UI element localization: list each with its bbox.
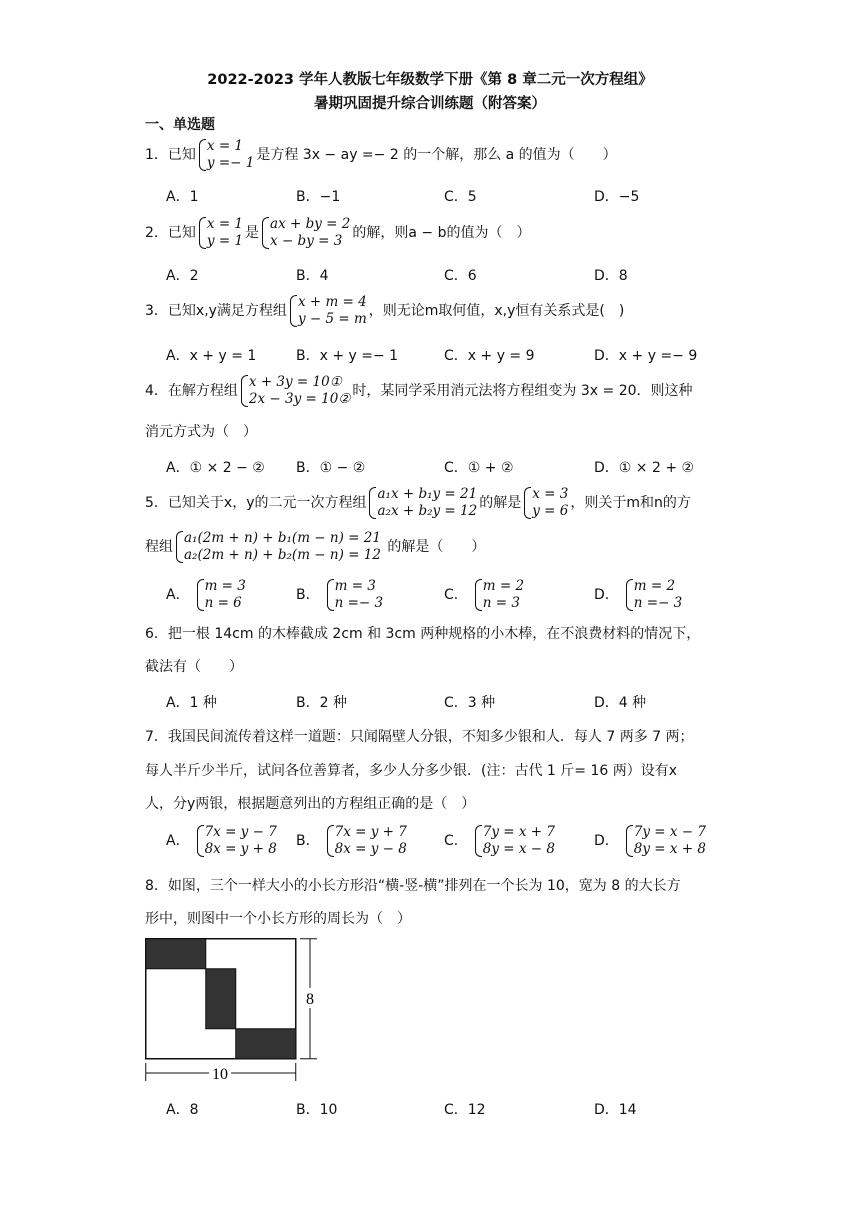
q1-system xyxy=(198,138,254,172)
q5-option-c-system xyxy=(474,578,524,612)
q7-option-a[interactable] xyxy=(166,824,279,858)
q7-d-line2: 8y = x + 8 xyxy=(633,841,706,857)
q5-option-b[interactable] xyxy=(296,578,385,612)
q5-option-d-label: D． xyxy=(594,587,619,603)
q7-line2: 每人半斤少半斤，试问各位善算者，多少人分多少银．(注：古代 1 斤= 16 两）设有x xyxy=(145,763,677,779)
small-rect-horizontal-1 xyxy=(146,939,206,969)
q2-system-1 xyxy=(198,216,243,250)
width-label: 10 xyxy=(212,1066,228,1083)
q6-option-b[interactable]: B．2 种 xyxy=(296,695,347,711)
q7-b-line2: 8x = y − 8 xyxy=(334,841,407,857)
q7-a-line1: 7x = y − 7 xyxy=(204,824,277,840)
q1-option-b[interactable]: B．−1 xyxy=(296,189,341,205)
question-5 xyxy=(145,486,691,520)
q1-text: 是方程 3x − ay =− 2 的一个解，那么 a 的值为（ ） xyxy=(256,147,617,163)
q5-line2 xyxy=(145,530,485,564)
q5-option-c[interactable] xyxy=(444,578,526,612)
q4-system xyxy=(240,374,351,408)
q5-a-line1: m = 3 xyxy=(204,578,246,594)
q5-sys3-line1: a₁(2m + n) + b₁(m − n) = 21 xyxy=(184,530,381,546)
q5-c-line2: n = 3 xyxy=(482,595,520,611)
q1-prefix: 1．已知 xyxy=(145,147,196,163)
q7-line1: 7．我国民间流传着这样一道题：只闻隔壁人分银，不知多少银和人．每人 7 两多 7 两； xyxy=(145,729,694,745)
q7-option-a-label: A． xyxy=(166,833,190,849)
q2-option-b[interactable]: B．4 xyxy=(296,268,329,284)
doc-title-line2: 暑期巩固提升综合训练题（附答案） xyxy=(314,96,546,112)
q7-option-a-system xyxy=(196,824,277,858)
q5-option-b-system xyxy=(326,578,384,612)
q3-option-b[interactable]: B．x + y =− 1 xyxy=(296,348,399,364)
q5-system-1 xyxy=(368,486,477,520)
q4-line2: 消元方式为（ ） xyxy=(145,424,257,440)
q6-option-a[interactable]: A．1 种 xyxy=(166,695,217,711)
q7-option-d-label: D． xyxy=(594,833,619,849)
q5-text: ，则关于m和n的方 xyxy=(570,495,691,511)
section-heading: 一、单选题 xyxy=(145,117,215,133)
q4-sys-line2: 2x − 3y = 10② xyxy=(248,391,351,407)
q1-option-d[interactable]: D．−5 xyxy=(594,189,640,205)
q5-system-2 xyxy=(523,486,568,520)
q3-option-c[interactable]: C．x + y = 9 xyxy=(444,348,535,364)
q8-line1: 8．如图，三个一样大小的小长方形沿“横-竖-横”排列在一个长为 10，宽为 8 的大长方 xyxy=(145,878,681,894)
q4-text: 时，某同学采用消元法将方程组变为 3x = 20．则这种 xyxy=(352,383,693,399)
q5-sys3-line2: a₂(2m + n) + b₂(m − n) = 12 xyxy=(184,547,381,563)
q2-sys1-line1: x = 1 xyxy=(206,216,244,232)
question-3 xyxy=(145,294,624,328)
q5-option-a[interactable] xyxy=(166,578,248,612)
q1-option-a[interactable]: A．1 xyxy=(166,189,199,205)
q2-text: 的解，则a − b的值为（ ） xyxy=(352,225,531,241)
q6-option-c[interactable]: C．3 种 xyxy=(444,695,496,711)
q7-c-line1: 7y = x + 7 xyxy=(482,824,555,840)
q7-option-d-system xyxy=(625,824,706,858)
q6-line2: 截法有（ ） xyxy=(145,659,243,675)
q4-prefix: 4．在解方程组 xyxy=(145,383,238,399)
q7-line3: 人，分y两银，根据题意列出的方程组正确的是（ ） xyxy=(145,796,476,812)
small-rect-vertical xyxy=(206,969,236,1029)
q5-prefix: 5．已知关于x，y的二元一次方程组 xyxy=(145,495,367,511)
q7-option-c-system xyxy=(474,824,555,858)
q5-sys1-line1: a₁x + b₁y = 21 xyxy=(377,486,478,502)
q5-b-line2: n =− 3 xyxy=(334,595,384,611)
q7-option-b-label: B． xyxy=(296,833,320,849)
q3-sys-line1: x + m = 4 xyxy=(297,294,367,310)
q5-c-line1: m = 2 xyxy=(482,578,525,594)
q4-option-a[interactable]: A．① × 2 − ② xyxy=(166,460,265,476)
q5-d-line2: n =− 3 xyxy=(633,595,683,611)
q3-prefix: 3．已知x,y满足方程组 xyxy=(145,303,287,319)
question-2 xyxy=(145,216,530,250)
rectangle-figure xyxy=(145,938,325,1083)
q2-option-c[interactable]: C．6 xyxy=(444,268,477,284)
q2-option-d[interactable]: D．8 xyxy=(594,268,628,284)
q5-b-line1: m = 3 xyxy=(334,578,376,594)
q7-option-c-label: C． xyxy=(444,833,468,849)
q2-option-a[interactable]: A．2 xyxy=(166,268,199,284)
q7-option-b[interactable] xyxy=(296,824,409,858)
q1-option-c[interactable]: C．5 xyxy=(444,189,477,205)
q2-mid: 是 xyxy=(245,225,260,241)
q5-option-d[interactable] xyxy=(594,578,684,612)
q3-system xyxy=(289,294,367,328)
q5-sys2-line1: x = 3 xyxy=(532,486,569,502)
q2-sys2-line2: x − by = 3 xyxy=(270,233,343,249)
q3-option-a[interactable]: A．x + y = 1 xyxy=(166,348,257,364)
q7-d-line1: 7y = x − 7 xyxy=(633,824,706,840)
q2-prefix: 2．已知 xyxy=(145,225,196,241)
q7-option-d[interactable] xyxy=(594,824,708,858)
q7-option-c[interactable] xyxy=(444,824,557,858)
q4-option-b[interactable]: B．① − ② xyxy=(296,460,366,476)
q5-system-3 xyxy=(175,530,381,564)
q2-sys1-line2: y = 1 xyxy=(206,233,244,249)
q5-sys1-line2: a₂x + b₂y = 12 xyxy=(377,503,478,519)
q6-line1: 6．把一根 14cm 的木棒截成 2cm 和 3cm 两种规格的小木棒，在不浪费材料的情况下， xyxy=(145,626,701,642)
q5-d-line1: m = 2 xyxy=(633,578,676,594)
q7-a-line2: 8x = y + 8 xyxy=(204,841,277,857)
q2-system-2 xyxy=(261,216,350,250)
q5-a-line2: n = 6 xyxy=(204,595,242,611)
q4-option-d[interactable]: D．① × 2 + ② xyxy=(594,460,695,476)
height-label: 8 xyxy=(306,991,314,1008)
q2-sys2-line1: ax + by = 2 xyxy=(270,216,351,232)
q5-option-c-label: C． xyxy=(444,587,468,603)
small-rect-horizontal-2 xyxy=(236,1029,296,1059)
q3-sys-line2: y − 5 = m xyxy=(297,311,367,327)
q7-option-b-system xyxy=(326,824,407,858)
q8-line2: 形中，则图中一个小长方形的周长为（ ） xyxy=(145,911,411,927)
question-4 xyxy=(145,374,693,408)
q3-option-d[interactable]: D．x + y =− 9 xyxy=(594,348,698,364)
q4-option-c[interactable]: C．① + ② xyxy=(444,460,514,476)
q5-mid: 的解是 xyxy=(479,495,522,511)
doc-title-line1: 2022-2023 学年人教版七年级数学下册《第 8 章二元一次方程组》 xyxy=(207,72,653,88)
q5-option-b-label: B． xyxy=(296,587,320,603)
q5-option-d-system xyxy=(625,578,683,612)
q1-sys-line2: y =− 1 xyxy=(206,155,255,171)
q5-line2-text: 的解是（ ） xyxy=(387,539,486,555)
q8-option-d[interactable]: D．14 xyxy=(594,1102,637,1118)
question-1 xyxy=(145,138,617,172)
q5-line2-prefix: 程组 xyxy=(145,539,173,555)
q5-option-a-label: A． xyxy=(166,587,190,603)
q8-option-b[interactable]: B．10 xyxy=(296,1102,338,1118)
q8-option-c[interactable]: C．12 xyxy=(444,1102,486,1118)
q3-text: ，则无论m取何值，x,y恒有关系式是( ) xyxy=(368,303,625,319)
q5-sys2-line2: y = 6 xyxy=(532,503,569,519)
q7-c-line2: 8y = x − 8 xyxy=(482,841,555,857)
q8-option-a[interactable]: A．8 xyxy=(166,1102,199,1118)
q5-option-a-system xyxy=(196,578,246,612)
q1-sys-line1: x = 1 xyxy=(206,138,244,154)
q6-option-d[interactable]: D．4 种 xyxy=(594,695,647,711)
q7-b-line1: 7x = y + 7 xyxy=(334,824,407,840)
q4-sys-line1: x + 3y = 10① xyxy=(248,374,342,390)
